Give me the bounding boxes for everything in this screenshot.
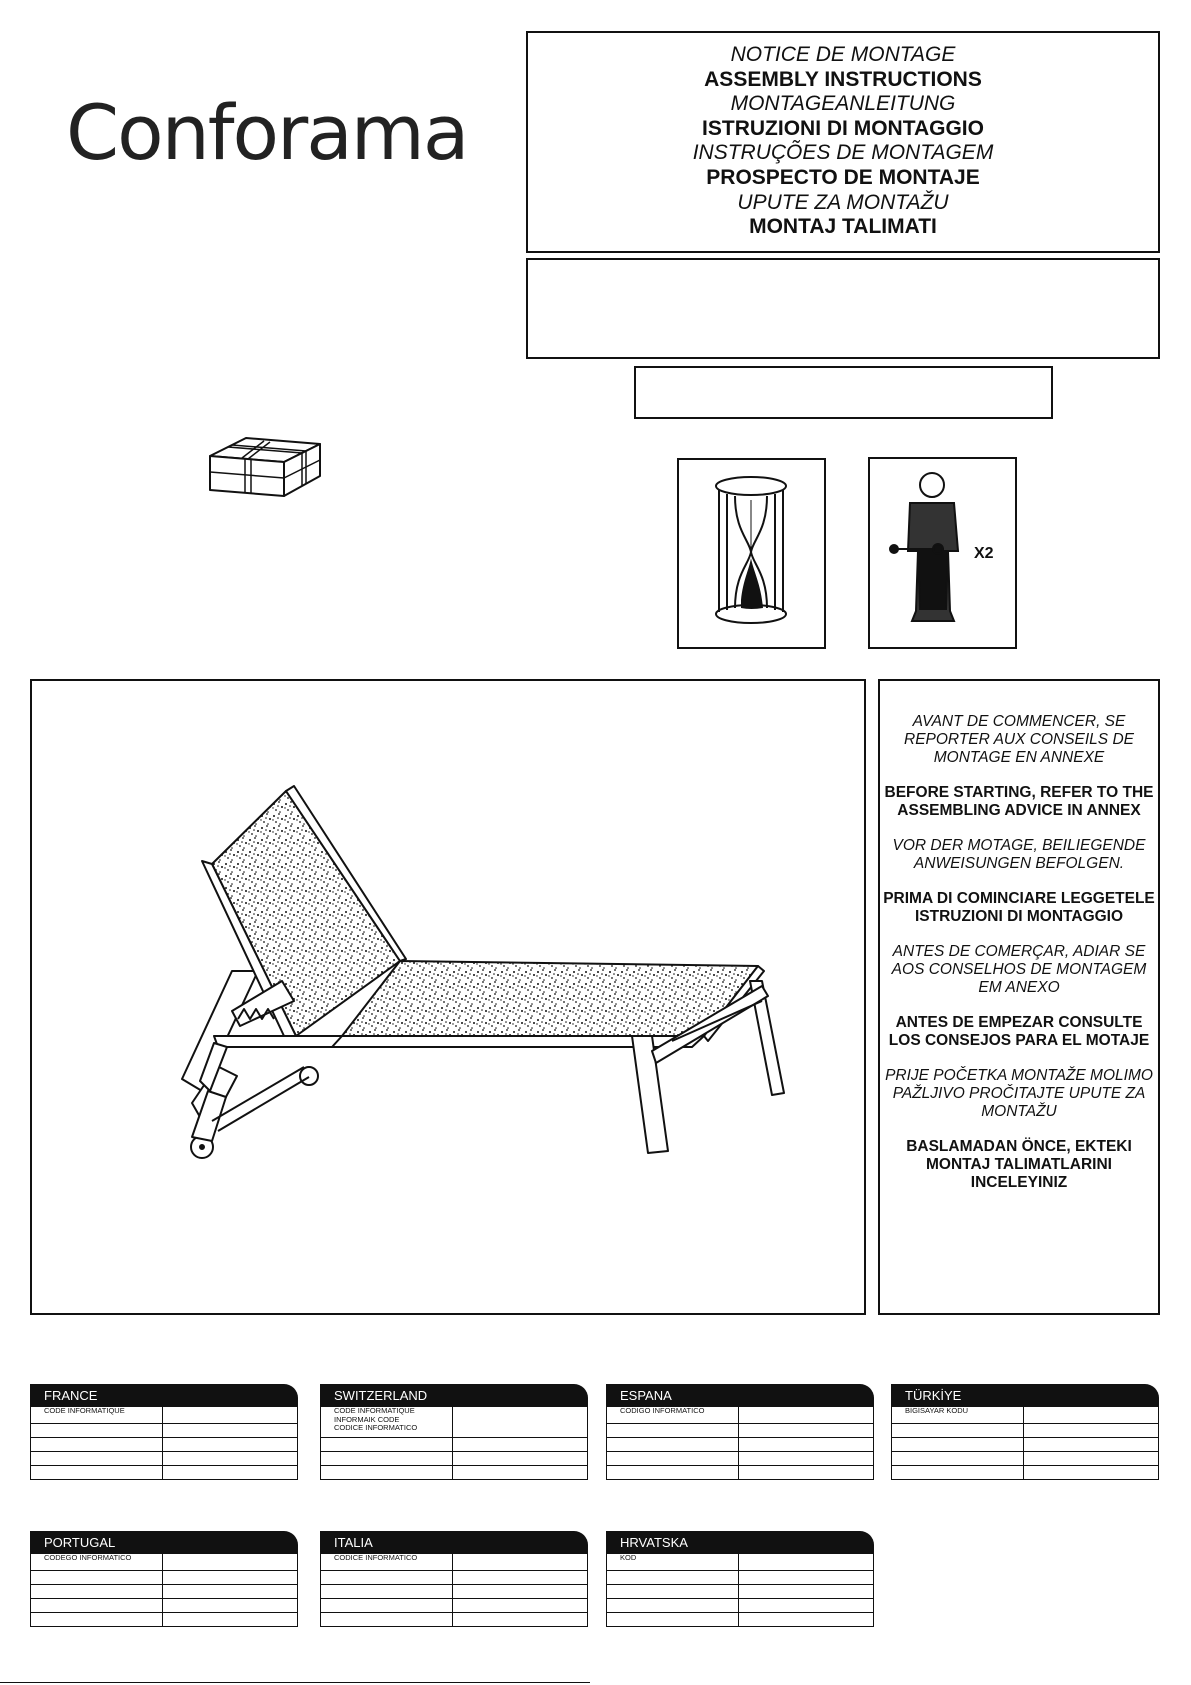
- country-name: TÜRKİYE: [891, 1384, 1159, 1406]
- advice-hr: PRIJE POČETKA MONTAŽE MOLIMO PAŽLJIVO PROČITAJTE UPUTE ZA MONTAŽU: [885, 1067, 1153, 1120]
- conforama-logo: Conforama: [66, 88, 468, 177]
- title-en: ASSEMBLY INSTRUCTIONS: [704, 67, 982, 91]
- code-label: CODE INFORMATIQUE INFORMAIK CODE CODICE INFORMATICO: [321, 1407, 453, 1438]
- code-label: BİGİSAYAR KODU: [892, 1407, 1024, 1424]
- product-illustration-panel: [30, 679, 866, 1315]
- advice-de: VOR DER MOTAGE, BEILIEGENDE ANWEISUNGEN BEFOLGEN.: [892, 837, 1146, 872]
- country-table-hrvatska: [606, 1531, 874, 1627]
- hourglass-panel: [677, 458, 826, 649]
- advice-fr: AVANT DE COMMENCER, SE REPORTER AUX CONSEILS DE MONTAGE EN ANNEXE: [904, 713, 1134, 766]
- country-table-espana: [606, 1384, 874, 1480]
- title-hr: UPUTE ZA MONTAŽU: [737, 190, 949, 214]
- package-box-icon: [208, 436, 324, 500]
- advice-it: PRIMA DI COMINCIARE LEGGETELE ISTRUZIONI DI MONTAGGIO: [883, 890, 1155, 925]
- code-label: CODIGO INFORMATICO: [607, 1407, 739, 1424]
- code-label: CODE INFORMATIQUE: [31, 1407, 163, 1424]
- sun-lounger-illustration: [32, 681, 864, 1313]
- country-name: PORTUGAL: [30, 1531, 298, 1553]
- product-reference-box: [526, 258, 1160, 359]
- advice-tr: BASLAMADAN ÖNCE, EKTEKI MONTAJ TALIMATLARINI INCELEYINIZ: [906, 1138, 1132, 1191]
- title-box: [526, 31, 1160, 253]
- country-table-turkiye: [891, 1384, 1159, 1480]
- country-table-switzerland: [320, 1384, 588, 1480]
- country-table-italia: [320, 1531, 588, 1627]
- country-name: FRANCE: [30, 1384, 298, 1406]
- advice-en: BEFORE STARTING, REFER TO THE ASSEMBLING ADVICE IN ANNEX: [884, 784, 1154, 819]
- title-fr: NOTICE DE MONTAGE: [730, 43, 956, 66]
- title-de: MONTAGEANLEITUNG: [730, 92, 956, 116]
- title-es: PROSPECTO DE MONTAJE: [706, 165, 980, 189]
- assembly-advice-panel: [878, 679, 1160, 1315]
- country-name: SWITZERLAND: [320, 1384, 588, 1406]
- title-tr: MONTAJ TALIMATI: [749, 215, 937, 239]
- code-label: CODICE INFORMATICO: [321, 1554, 453, 1571]
- product-code-box: [634, 366, 1053, 419]
- title-it: ISTRUZIONI DI MONTAGGIO: [702, 116, 984, 140]
- code-label: KOD: [607, 1554, 739, 1571]
- title-pt: INSTRUÇÕES DE MONTAGEM: [692, 141, 994, 165]
- hourglass-icon: [679, 460, 824, 647]
- country-table-portugal: [30, 1531, 298, 1627]
- code-label: CODEGO INFORMATICO: [31, 1554, 163, 1571]
- country-name: HRVATSKA: [606, 1531, 874, 1553]
- page-bottom-rule: [0, 1682, 590, 1683]
- two-persons-panel: [868, 457, 1017, 649]
- country-table-france: [30, 1384, 298, 1480]
- country-name: ITALIA: [320, 1531, 588, 1553]
- persons-count-label: X2: [974, 545, 994, 562]
- advice-pt: ANTES DE COMERÇAR, ADIAR SE AOS CONSELHOS DE MONTAGEM EM ANEXO: [891, 943, 1147, 996]
- country-name: ESPANA: [606, 1384, 874, 1406]
- advice-es: ANTES DE EMPEZAR CONSULTE LOS CONSEJOS PARA EL MOTAJE: [888, 1014, 1150, 1049]
